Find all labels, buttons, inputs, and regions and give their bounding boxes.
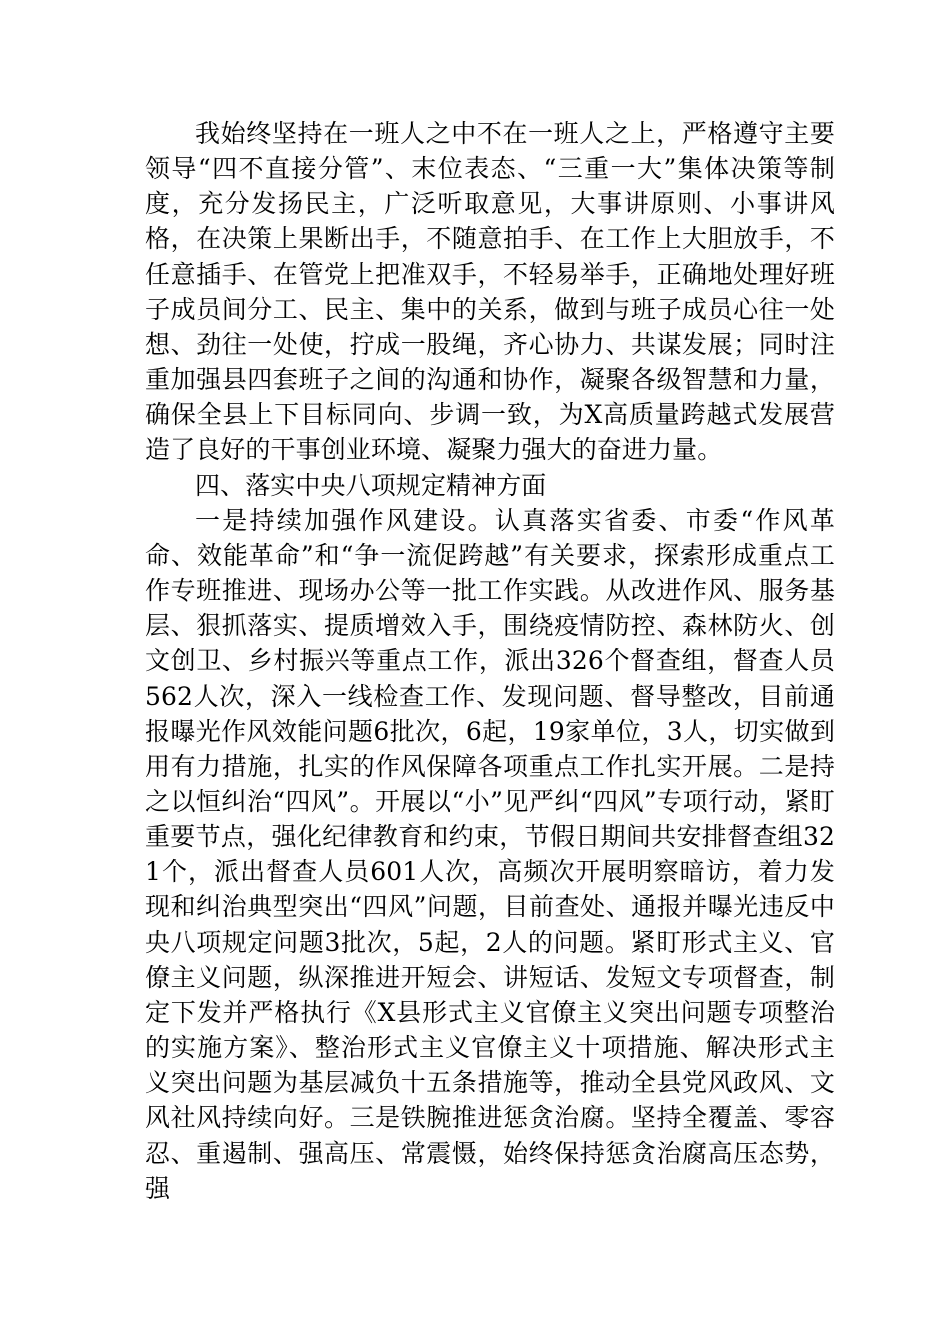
body-paragraph-leadership: 我始终坚持在一班人之中不在一班人之上，严格遵守主要领导“四不直接分管”、末位表态、“三重一大”集体决策等制度，充分发扬民主，广泛听取意见，大事讲原则、小事讲风格，在决策上果断出手，不随意拍手、在工作上大胆放手，不任意插手、在管党上把准双手，不轻易举手，正确地处理好班子成员间分工、民主、集中的关系，做到与班子成员心往一处想、劲往一处使，拧成一股绳，齐心协力、共谋发展；同时注重加强县四套班子之间的沟通和协作，凝聚各级智慧和力量，确保全县上下目标同向、步调一致，为X高质量跨越式发展营造了良好的干事创业环境、凝聚力强大的奋进力量。 (145, 119, 835, 465)
body-paragraph-eight-rules: 一是持续加强作风建设。认真落实省委、市委“作风革命、效能革命”和“争一流促跨越”有关要求，探索形成重点工作专班推进、现场办公等一批工作实践。从改进作风、服务基层、狠抓落实、提质增效入手，围绕疫情防控、森林防火、创文创卫、乡村振兴等重点工作，派出326个督查组，督查人员562人次，深入一线检查工作、发现问题、督导整改，目前通报曝光作风效能问题6批次，6起，19家单位，3人，切实做到用有力措施，扎实的作风保障各项重点工作扎实开展。二是持之以恒纠治“四风”。开展以“小”见严纠“四风”专项行动，紧盯重要节点，强化纪律教育和约束，节假日期间共安排督查组321个，派出督查人员601人次，高频次开展明察暗访，着力发现和纠治典型突出“四风”问题，目前查处、通报并曝光违反中央八项规定问题3批次，5起，2人的问题。紧盯形式主义、官僚主义问题，纵深推进开短会、讲短话、发短文专项督查，制定下发并严格执行《X县形式主义官僚主义突出问题专项整治的实施方案》、整治形式主义官僚主义十项措施、解决形式主义突出问题为基层减负十五条措施等，推动全县党风政风、文风社风持续向好。三是铁腕推进惩贪治腐。坚持全覆盖、零容忍、重遏制、强高压、常震慑，始终保持惩贪治腐高压态势，强 (145, 505, 835, 1203)
section-heading: 四、落实中央八项规定精神方面 (195, 470, 547, 500)
document-page (145, 116, 835, 1206)
